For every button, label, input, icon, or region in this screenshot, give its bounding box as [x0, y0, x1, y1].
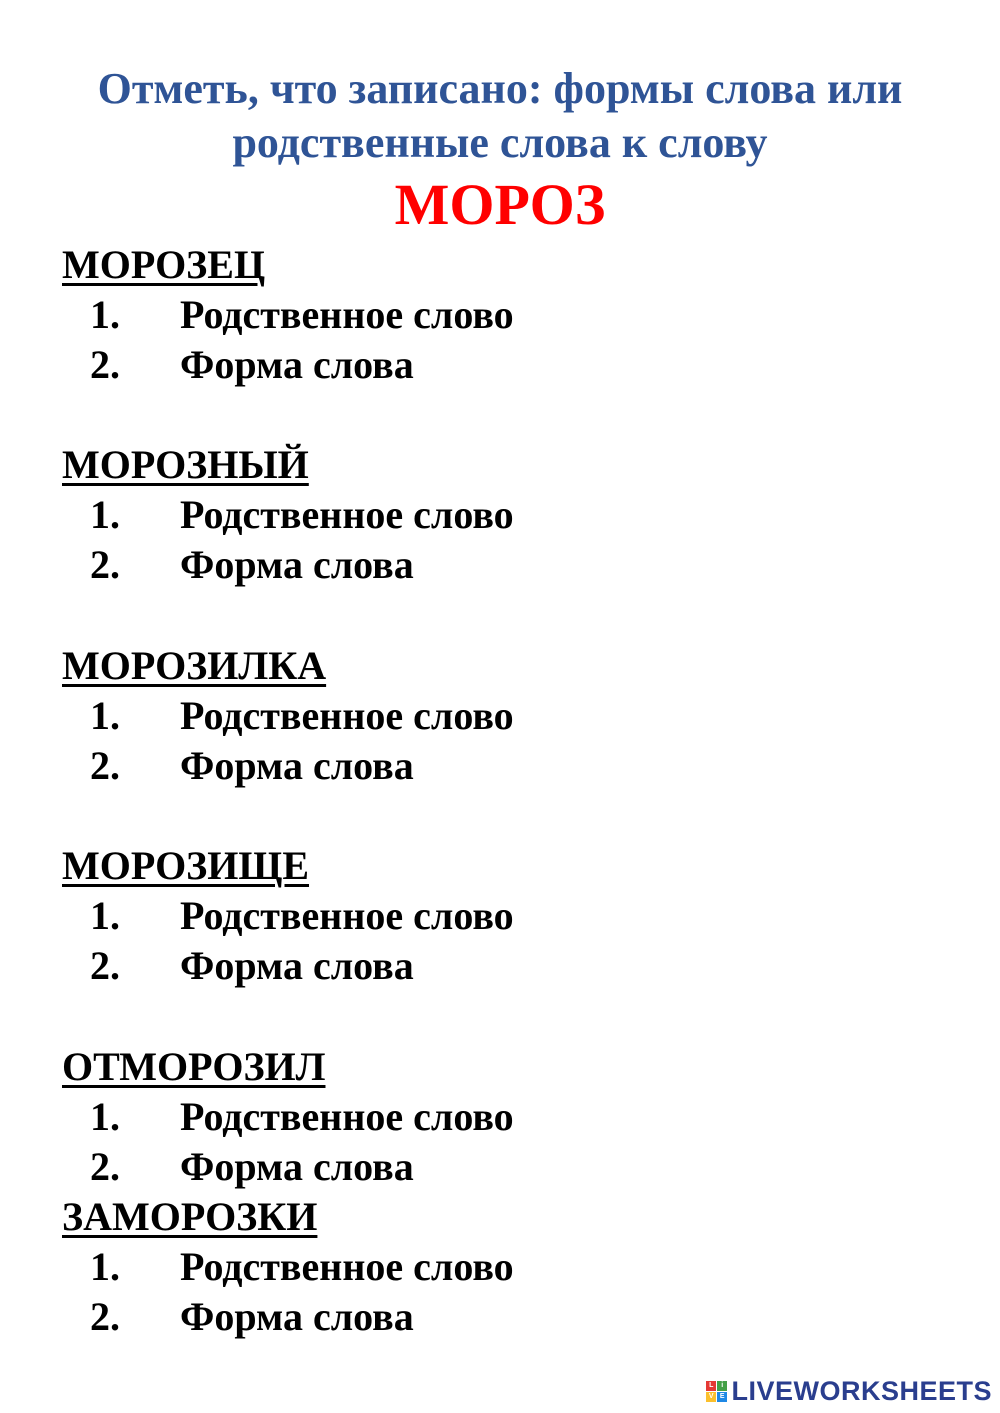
option-label: Родственное слово	[180, 292, 514, 337]
question-word: ОТМОРОЗИЛ	[62, 1044, 326, 1089]
option-related-word[interactable]	[62, 891, 762, 941]
title-line-1: Отметь, что записано: формы слова или	[97, 64, 903, 113]
question-block-6	[62, 1192, 762, 1342]
option-related-word[interactable]	[62, 1242, 762, 1292]
option-label: Форма слова	[180, 743, 414, 788]
option-label: Форма слова	[180, 1294, 414, 1339]
question-block-4	[62, 841, 762, 991]
option-related-word[interactable]	[62, 691, 762, 741]
option-number: 1.	[90, 492, 120, 537]
option-label: Родственное слово	[180, 1094, 514, 1139]
option-number: 2.	[90, 542, 120, 587]
option-related-word[interactable]	[62, 490, 762, 540]
option-number: 2.	[90, 743, 120, 788]
option-word-form[interactable]	[62, 741, 762, 791]
logo-mark-cell: i	[717, 1381, 727, 1391]
option-label: Форма слова	[180, 342, 414, 387]
question-block-1	[62, 240, 762, 390]
logo-mark-cell: L	[706, 1381, 716, 1391]
question-block-5	[62, 1042, 762, 1192]
title-line-2: родственные слова к слову	[232, 118, 768, 167]
question-word: МОРОЗЕЦ	[62, 242, 266, 287]
question-word: МОРОЗНЫЙ	[62, 442, 309, 487]
option-number: 2.	[90, 943, 120, 988]
option-word-form[interactable]	[62, 1142, 762, 1192]
option-related-word[interactable]	[62, 1092, 762, 1142]
question-word: ЗАМОРОЗКИ	[62, 1194, 318, 1239]
option-word-form[interactable]	[62, 1292, 762, 1342]
option-number: 2.	[90, 1294, 120, 1339]
option-number: 1.	[90, 893, 120, 938]
option-word-form[interactable]	[62, 340, 762, 390]
logo-mark-cell: E	[717, 1392, 727, 1402]
logo-mark-cell: V	[706, 1392, 716, 1402]
option-label: Родственное слово	[180, 693, 514, 738]
option-number: 1.	[90, 292, 120, 337]
option-label: Родственное слово	[180, 492, 514, 537]
liveworksheets-logo-icon	[706, 1381, 727, 1402]
option-number: 1.	[90, 1244, 120, 1289]
question-block-2	[62, 440, 762, 590]
option-related-word[interactable]	[62, 290, 762, 340]
option-number: 1.	[90, 693, 120, 738]
option-word-form[interactable]	[62, 941, 762, 991]
option-label: Форма слова	[180, 1144, 414, 1189]
keyword-heading: МОРОЗ	[394, 172, 606, 237]
option-label: Форма слова	[180, 542, 414, 587]
question-word: МОРОЗИЩЕ	[62, 843, 310, 888]
option-word-form[interactable]	[62, 540, 762, 590]
option-label: Родственное слово	[180, 1244, 514, 1289]
option-number: 1.	[90, 1094, 120, 1139]
question-word: МОРОЗИЛКА	[62, 643, 327, 688]
option-label: Родственное слово	[180, 893, 514, 938]
option-label: Форма слова	[180, 943, 414, 988]
logo-text: LIVEWORKSHEETS	[731, 1376, 992, 1406]
liveworksheets-logo	[706, 1376, 992, 1407]
question-block-3	[62, 641, 762, 791]
page-title	[0, 62, 1000, 170]
option-number: 2.	[90, 1144, 120, 1189]
option-number: 2.	[90, 342, 120, 387]
